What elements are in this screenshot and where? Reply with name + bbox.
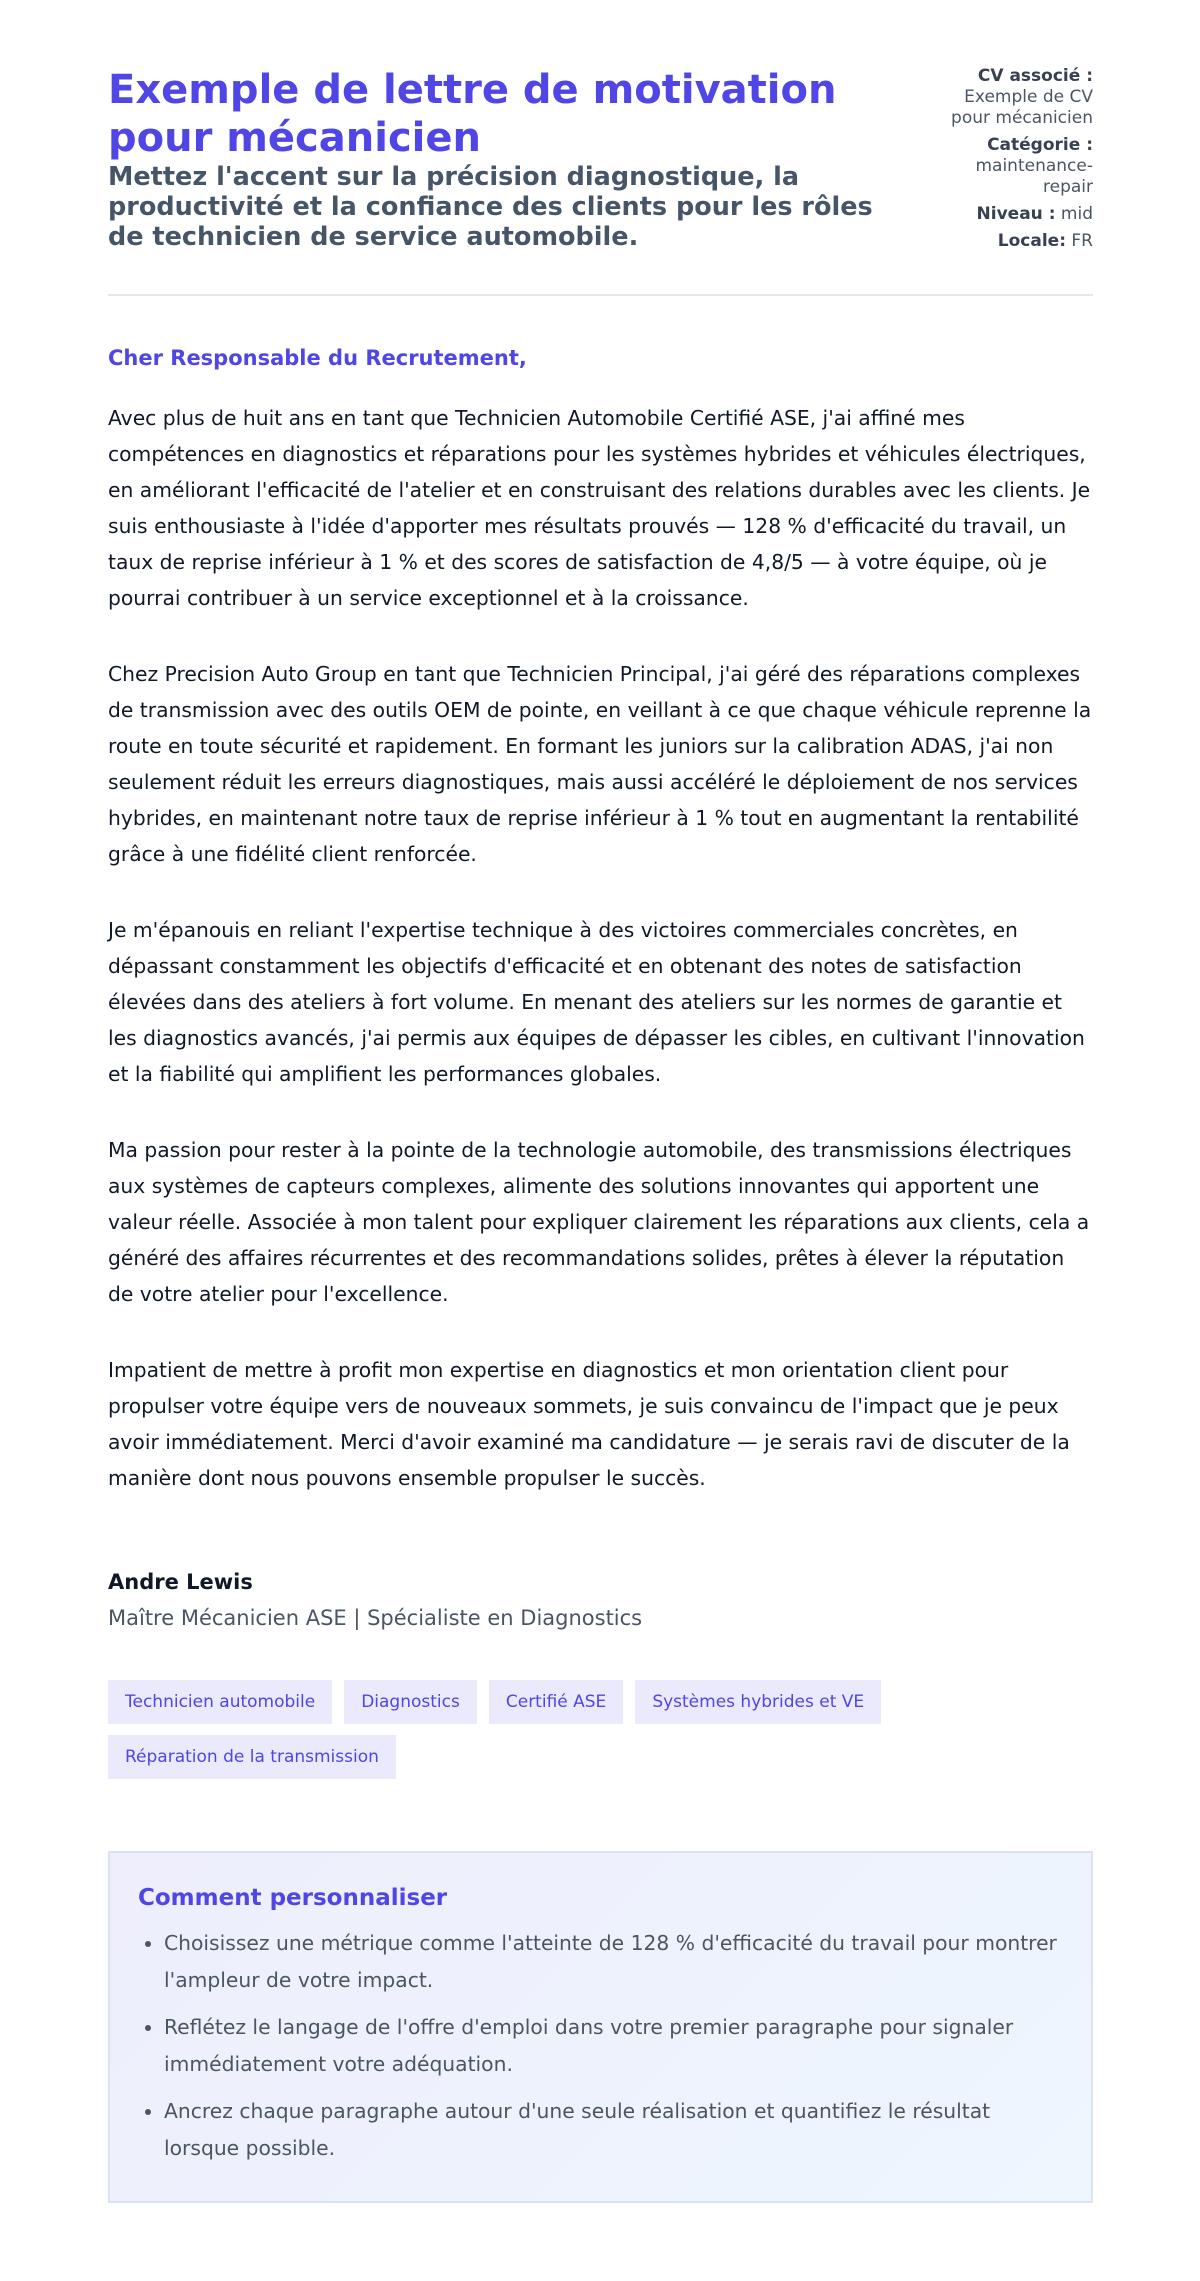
signature-name: Andre Lewis [108,1570,253,1594]
tips-title: Comment personnaliser [138,1885,448,1911]
meta-category-label: Catégorie : [987,135,1093,155]
tip-item: • Reflétez le langage de l'offre d'emploi dans votre premier paragraphe pour signaler immédiatement votre adéquation. [164,2009,1063,2083]
tag: Systèmes hybrides et VE [635,1680,881,1724]
meta-cv-value[interactable]: Exemple de CV pour mécanicien [951,87,1093,128]
meta-panel [943,66,1093,258]
signature-title: Maître Mécanicien ASE | Spécialiste en Diagnostics [108,1606,643,1630]
meta-category-value: maintenance-repair [975,156,1093,197]
tip-item: • Choisissez une métrique comme l'atteinte de 128 % d'efficacité du travail pour montrer l'ampleur de votre impact. [164,1925,1063,1999]
meta-locale-value: FR [1071,231,1093,251]
meta-locale-label: Locale: [997,231,1066,251]
tip-item: • Ancrez chaque paragraphe autour d'une seule réalisation et quantifiez le résultat lorsque possible. [164,2093,1063,2167]
meta-level-label: Niveau : [976,204,1056,224]
letter-paragraph: Je m'épanouis en reliant l'expertise technique à des victoires commerciales concrètes, en dépassant constamment les objectifs d'efficacité et en obtenant des notes de satisfaction élevées dans des ateliers à fort volume. En menant des ateliers sur les normes de garantie et les diagnostics avancés, j'ai permis aux équipes de dépasser les cibles, en cultivant l'innovation et la fiabilité qui amplifient les performances globales. [108,918,1085,1086]
tips-list [138,1925,1063,2167]
page-subtitle: Mettez l'accent sur la précision diagnostique, la productivité et la confiance des clients pour les rôles de technicien de service automobile. [108,162,873,252]
customization-tips-box [108,1851,1093,2203]
letter-paragraph: Avec plus de huit ans en tant que Technicien Automobile Certifié ASE, j'ai affiné mes compétences en diagnostics et réparations pour les systèmes hybrides et véhicules électriques, en améliorant l'efficacité de l'atelier et en construisant des relations durables avec les clients. Je suis enthousiaste à l'idée d'apporter mes résultats prouvés — 128 % d'efficacité du travail, un taux de reprise inférieur à 1 % et des scores de satisfaction de 4,8/5 — à votre équipe, où je pourrai contribuer à un service exceptionnel et à la croissance. [108,406,1091,610]
tag-list [108,1680,1008,1779]
page-header [108,66,1093,296]
page-title: Exemple de lettre de motivation pour mécanicien [108,67,837,161]
letter-paragraph: Impatient de mettre à profit mon expertise en diagnostics et mon orientation client pour propulser votre équipe vers de nouveaux sommets, je suis convaincu de l'impact que je peux avoir immédiatement. Merci d'avoir examiné ma candidature — je serais ravi de discuter de la manière dont nous pouvons ensemble propulser le succès. [108,1358,1070,1490]
letter-greeting: Cher Responsable du Recrutement, [108,346,527,370]
meta-level-value: mid [1060,204,1093,224]
tag: Technicien automobile [108,1680,332,1724]
tag: Réparation de la transmission [108,1735,396,1779]
letter-paragraph: Ma passion pour rester à la pointe de la technologie automobile, des transmissions électriques aux systèmes de capteurs complexes, alimente des solutions innovantes qui apportent une valeur réelle. Associée à mon talent pour expliquer clairement les réparations aux clients, cela a généré des affaires récurrentes et des recommandations solides, prêtes à élever la réputation de votre atelier pour l'excellence. [108,1138,1090,1306]
tag: Certifié ASE [489,1680,623,1724]
meta-cv-label: CV associé : [977,66,1093,86]
letter-paragraph: Chez Precision Auto Group en tant que Technicien Principal, j'ai géré des réparations complexes de transmission avec des outils OEM de pointe, en veillant à ce que chaque véhicule reprenne la route en toute sécurité et rapidement. En formant les juniors sur la calibration ADAS, j'ai non seulement réduit les erreurs diagnostiques, mais aussi accéléré le déploiement de nos services hybrides, en maintenant notre taux de reprise inférieur à 1 % tout en augmentant la rentabilité grâce à une fidélité client renforcée. [108,662,1092,866]
tag: Diagnostics [344,1680,477,1724]
